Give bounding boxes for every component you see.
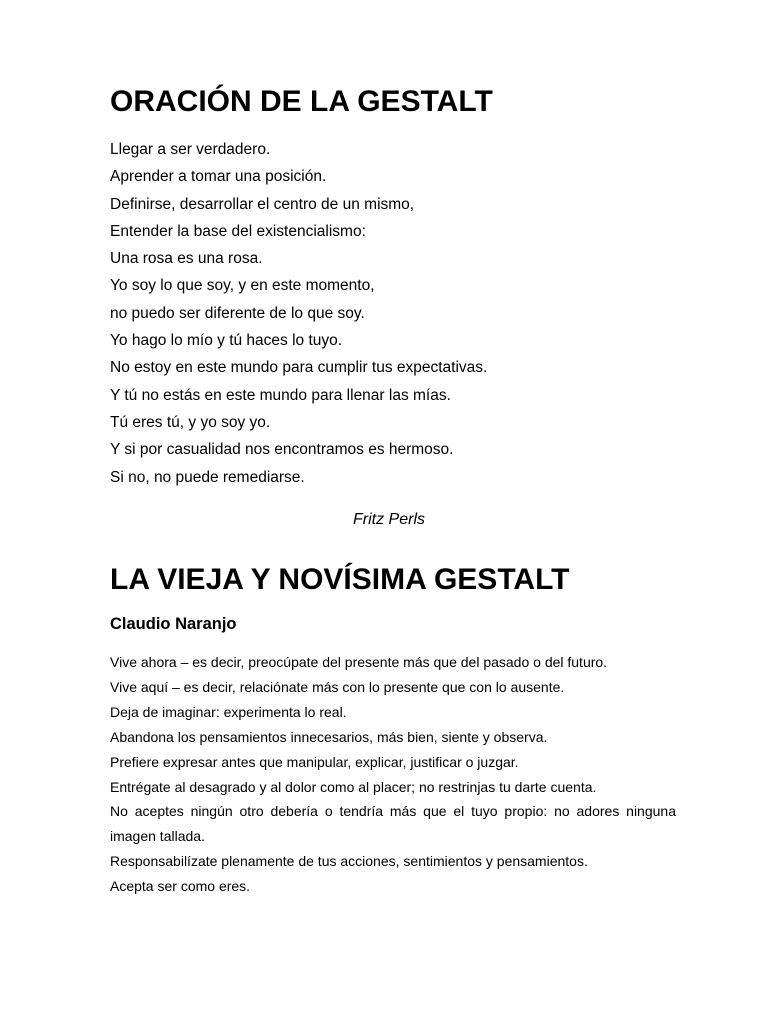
poem-line: Llegar a ser verdadero. — [110, 141, 271, 158]
poem-line: Y tú no estás en este mundo para llenar las mías. — [110, 386, 451, 404]
poem-line: Aprender a tomar una posición. — [110, 168, 327, 186]
poem-line: Entender la base del existencialismo: — [110, 222, 366, 240]
poem-line: Una rosa es una rosa. — [110, 250, 263, 268]
rule-line: Vive ahora – es decir, preocúpate del presente más que del pasado o del futuro. — [110, 654, 608, 670]
poem-line: Tú eres tú, y yo soy yo. — [110, 413, 271, 431]
signature-fritz-perls: Fritz Perls — [353, 511, 425, 528]
poem-line: Yo hago lo mío y tú haces lo tuyo. — [110, 332, 343, 350]
rule-line: Deja de imaginar: experimenta lo real. — [110, 703, 347, 720]
poem-line: no puedo ser diferente de lo que soy. — [110, 304, 365, 322]
gestalt-rules-list — [110, 650, 676, 899]
poem-line: Yo soy lo que soy, y en este momento, — [110, 277, 375, 295]
section-title-oracion: ORACIÓN DE LA GESTALT — [110, 85, 493, 118]
rule-line: No aceptes ningún otro debería o tendría más que el tuyo propio: no adores ninguna imagen tallada. — [110, 803, 676, 845]
poem-lines — [110, 136, 487, 491]
poem-line: No estoy en este mundo para cumplir tus expectativas. — [110, 359, 488, 377]
rule-line: Acepta ser como eres. — [110, 878, 251, 895]
rule-line: Abandona los pensamientos innecesarios, más bien, siente y observa. — [110, 728, 548, 745]
section-title-vieja-novisima: LA VIEJA Y NOVÍSIMA GESTALT — [110, 563, 570, 596]
poem-line: Y si por casualidad nos encontramos es hermoso. — [110, 441, 454, 459]
rule-line: Prefiere expresar antes que manipular, explicar, justificar o juzgar. — [110, 753, 519, 770]
poem-line: Definirse, desarrollar el centro de un mismo, — [110, 195, 415, 213]
author-name: Claudio Naranjo — [110, 615, 237, 633]
rule-line: Responsabilízate plenamente de tus acciones, sentimientos y pensamientos. — [110, 853, 588, 870]
rule-line: Entrégate al desagrado y al dolor como al placer; no restrinjas tu darte cuenta. — [110, 778, 597, 795]
poem-line: Si no, no puede remediarse. — [110, 468, 305, 486]
rule-line: Vive aquí – es decir, relaciónate más con lo presente que con lo ausente. — [110, 678, 565, 695]
